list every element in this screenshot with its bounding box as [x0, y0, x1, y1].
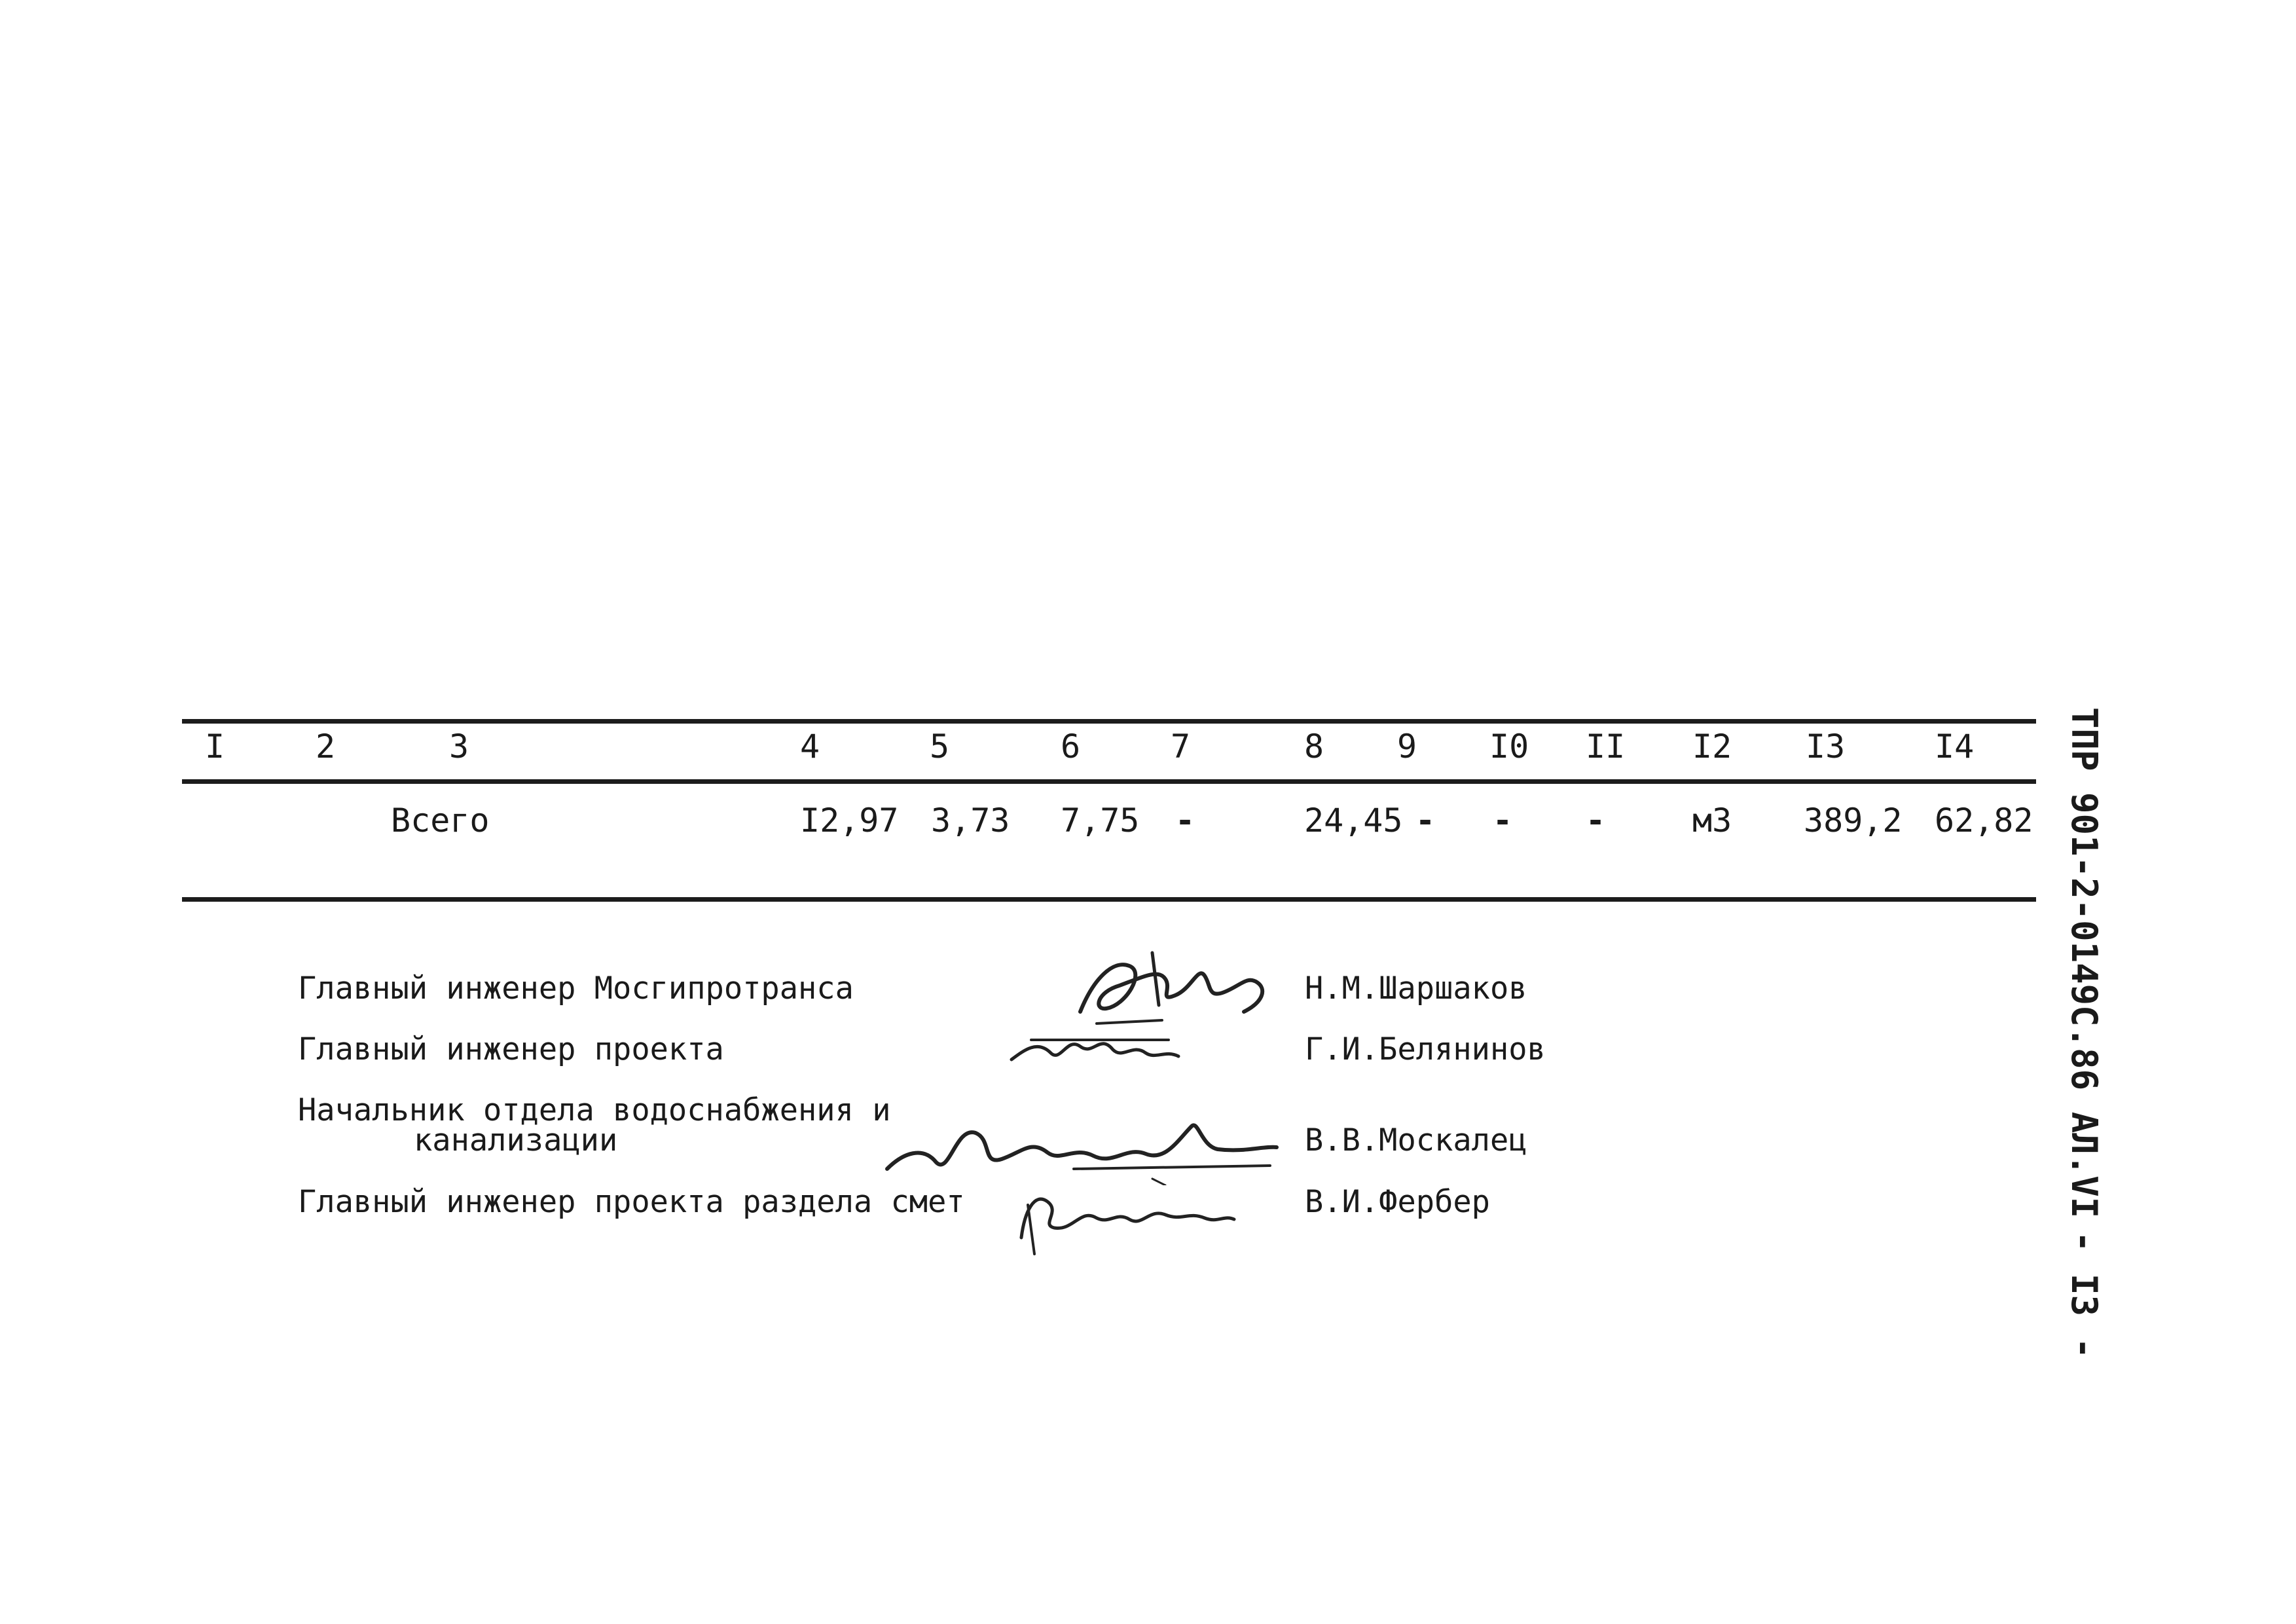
header-bottom-rule	[182, 779, 2036, 784]
column-number: 7	[1171, 728, 1191, 766]
column-number: 6	[1061, 728, 1081, 766]
total-cell-col9: -	[1415, 802, 1436, 840]
total-cell-col6: 7,75	[1061, 802, 1140, 840]
column-number: 3	[449, 728, 469, 766]
column-number: I3	[1806, 728, 1846, 766]
column-number: 5	[930, 728, 950, 766]
total-cell-col8: 24,45	[1304, 802, 1403, 840]
signer-name: В.В.Москалец	[1305, 1122, 1527, 1158]
total-cell-col4: I2,97	[800, 802, 899, 840]
handwritten-signature	[1005, 1014, 1188, 1079]
total-cell-col12-unit: м3	[1692, 802, 1732, 840]
signer-position: Начальник отдела водоснабжения и	[298, 1092, 891, 1128]
signer-name: Г.И.Белянинов	[1305, 1031, 1546, 1067]
signer-name: В.И.Фербер	[1305, 1184, 1490, 1220]
column-number: 4	[800, 728, 820, 766]
column-number: I2	[1692, 728, 1732, 766]
signer-position: Главный инженер Мосгипротранса	[298, 970, 854, 1006]
total-label: Всего	[391, 802, 490, 840]
document-code: ТПР 901-2-0149С.86 АЛ.VI	[2064, 707, 2105, 1219]
total-cell-col7: -	[1175, 802, 1195, 840]
table-bottom-rule	[182, 897, 2036, 902]
total-cell-col11: -	[1586, 802, 1606, 840]
page-number-stamp	[2062, 1231, 2141, 1382]
total-cell-col10: -	[1493, 802, 1513, 840]
column-number: 2	[316, 728, 336, 766]
signer-position-continued: канализации	[414, 1122, 618, 1158]
total-cell-col13: 389,2	[1804, 802, 1903, 840]
column-number: I	[205, 728, 225, 766]
signer-name: Н.М.Шаршаков	[1305, 970, 1527, 1006]
column-number: 8	[1304, 728, 1324, 766]
column-number: 9	[1397, 728, 1417, 766]
column-number: I4	[1935, 728, 1975, 766]
column-number: I0	[1489, 728, 1529, 766]
signer-position: Главный инженер проекта	[298, 1031, 724, 1067]
column-number: II	[1586, 728, 1626, 766]
total-cell-col14: 62,82	[1935, 802, 2033, 840]
table-top-rule	[182, 719, 2036, 724]
signer-position: Главный инженер проекта раздела смет	[298, 1184, 965, 1220]
total-cell-col5: 3,73	[931, 802, 1010, 840]
page-number: - I3 -	[2064, 1231, 2105, 1359]
handwritten-signature	[1008, 1172, 1244, 1257]
